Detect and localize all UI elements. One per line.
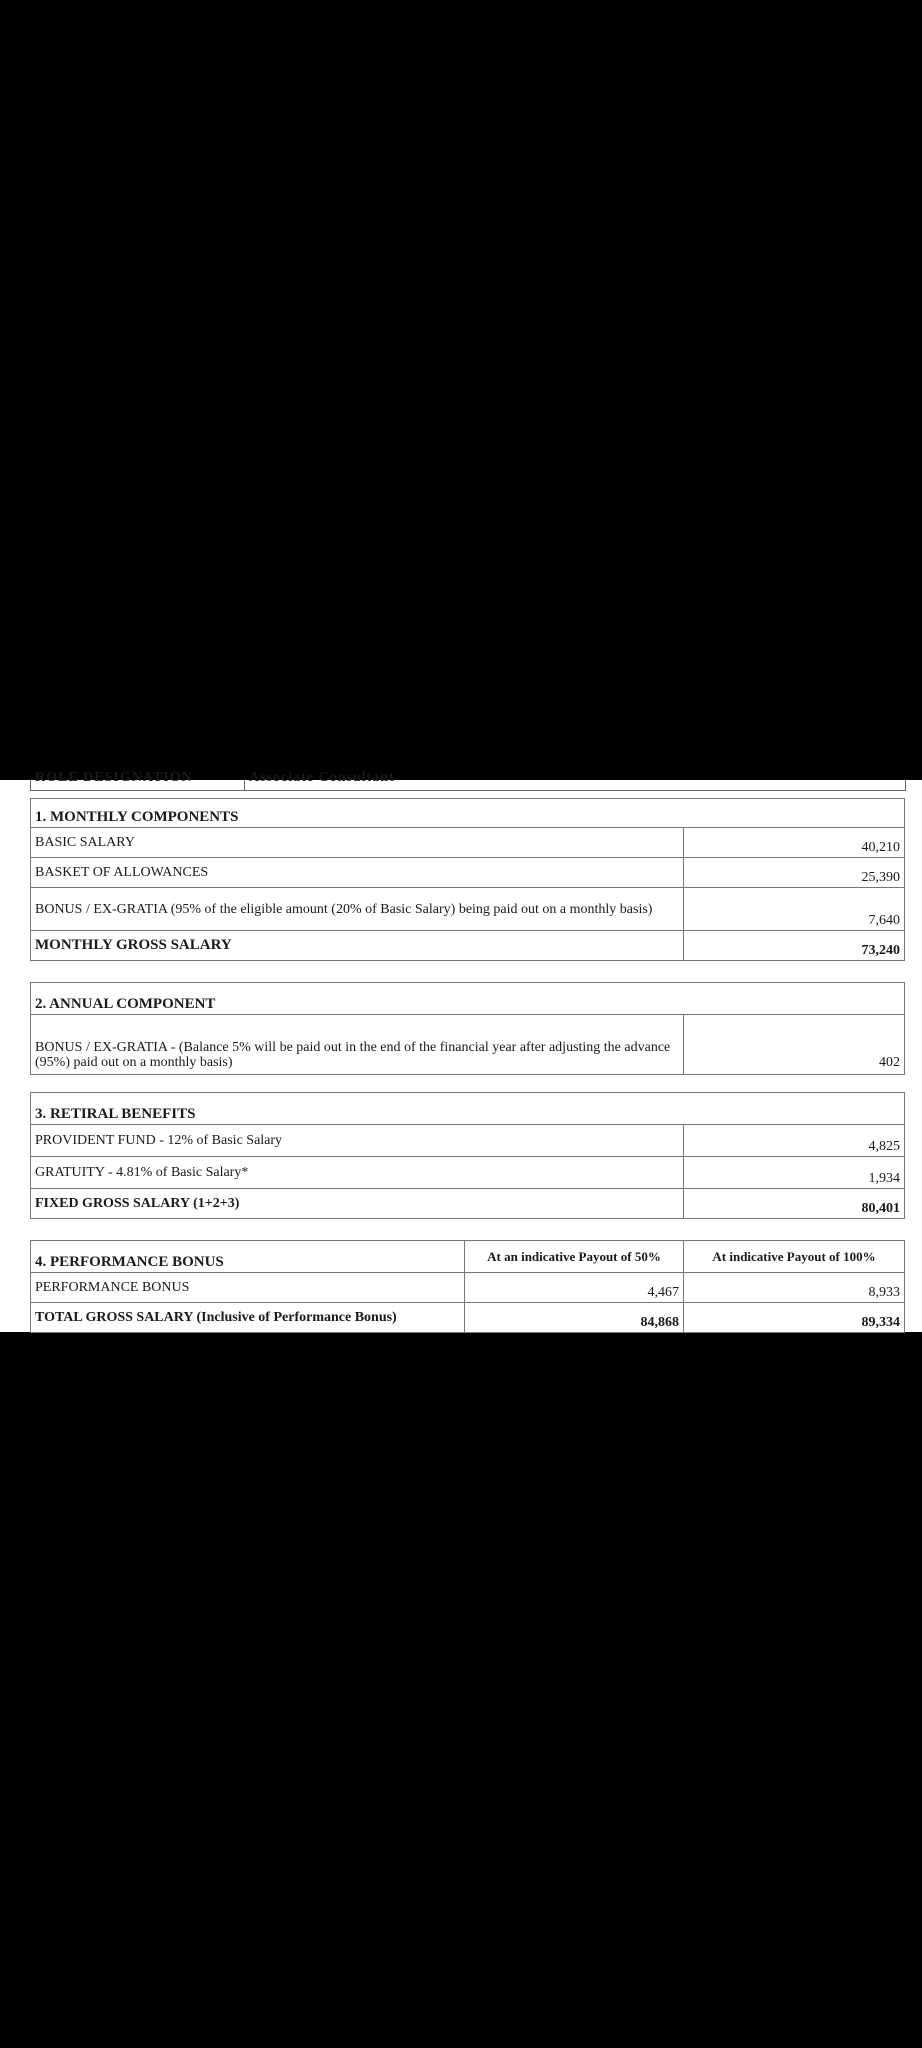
performance-bonus-table: [30, 1240, 905, 1333]
row-label: GRATUITY - 4.81% of Basic Salary*: [31, 1157, 684, 1189]
designation-row-cut: [30, 770, 906, 791]
row-value: 402: [684, 1015, 905, 1075]
table-row: [31, 1125, 905, 1157]
table-row: [31, 1015, 905, 1075]
section-title: 3. RETIRAL BENEFITS: [31, 1093, 905, 1125]
table-row: [31, 931, 905, 961]
section-title: 4. PERFORMANCE BONUS: [31, 1241, 465, 1273]
column-header-50: At an indicative Payout of 50%: [465, 1241, 684, 1273]
annual-component-table: [30, 982, 905, 1075]
salary-document: [0, 770, 922, 1332]
total-value: 80,401: [684, 1189, 905, 1219]
total-label: MONTHLY GROSS SALARY: [31, 931, 684, 961]
total-label: FIXED GROSS SALARY (1+2+3): [31, 1189, 684, 1219]
row-value: 40,210: [684, 828, 905, 858]
row-label: PROVIDENT FUND - 12% of Basic Salary: [31, 1125, 684, 1157]
row-value: 25,390: [684, 858, 905, 888]
table-row: [31, 888, 905, 931]
table-row: [31, 828, 905, 858]
section-title: 2. ANNUAL COMPONENT: [31, 983, 905, 1015]
row-value-100: 8,933: [684, 1273, 905, 1303]
row-label: PERFORMANCE BONUS: [31, 1273, 465, 1303]
row-value: 1,934: [684, 1157, 905, 1189]
total-label: TOTAL GROSS SALARY (Inclusive of Performance Bonus): [31, 1303, 465, 1333]
row-value-50: 4,467: [465, 1273, 684, 1303]
table-row: [31, 1303, 905, 1333]
total-value-50: 84,868: [465, 1303, 684, 1333]
row-label: BONUS / EX-GRATIA (95% of the eligible amount (20% of Basic Salary) being paid out on a monthly basis): [31, 888, 684, 931]
row-value: 4,825: [684, 1125, 905, 1157]
table-row: [31, 1157, 905, 1189]
designation-label: ROLE DESIGNATION: [35, 770, 193, 785]
table-row: [31, 1189, 905, 1219]
designation-value: Associate Consultant: [249, 770, 395, 785]
table-row: [31, 1273, 905, 1303]
retiral-benefits-table: [30, 1092, 905, 1219]
column-header-100: At indicative Payout of 100%: [684, 1241, 905, 1273]
section-title: 1. MONTHLY COMPONENTS: [31, 799, 905, 828]
monthly-components-table: [30, 798, 905, 961]
row-value: 7,640: [684, 888, 905, 931]
total-value-100: 89,334: [684, 1303, 905, 1333]
row-label: BONUS / EX-GRATIA - (Balance 5% will be paid out in the end of the financial year after adjusting the advance (95%) paid out on a monthly basis): [31, 1015, 684, 1075]
row-label: BASIC SALARY: [31, 828, 684, 858]
row-label: BASKET OF ALLOWANCES: [31, 858, 684, 888]
table-row: [31, 858, 905, 888]
total-value: 73,240: [684, 931, 905, 961]
